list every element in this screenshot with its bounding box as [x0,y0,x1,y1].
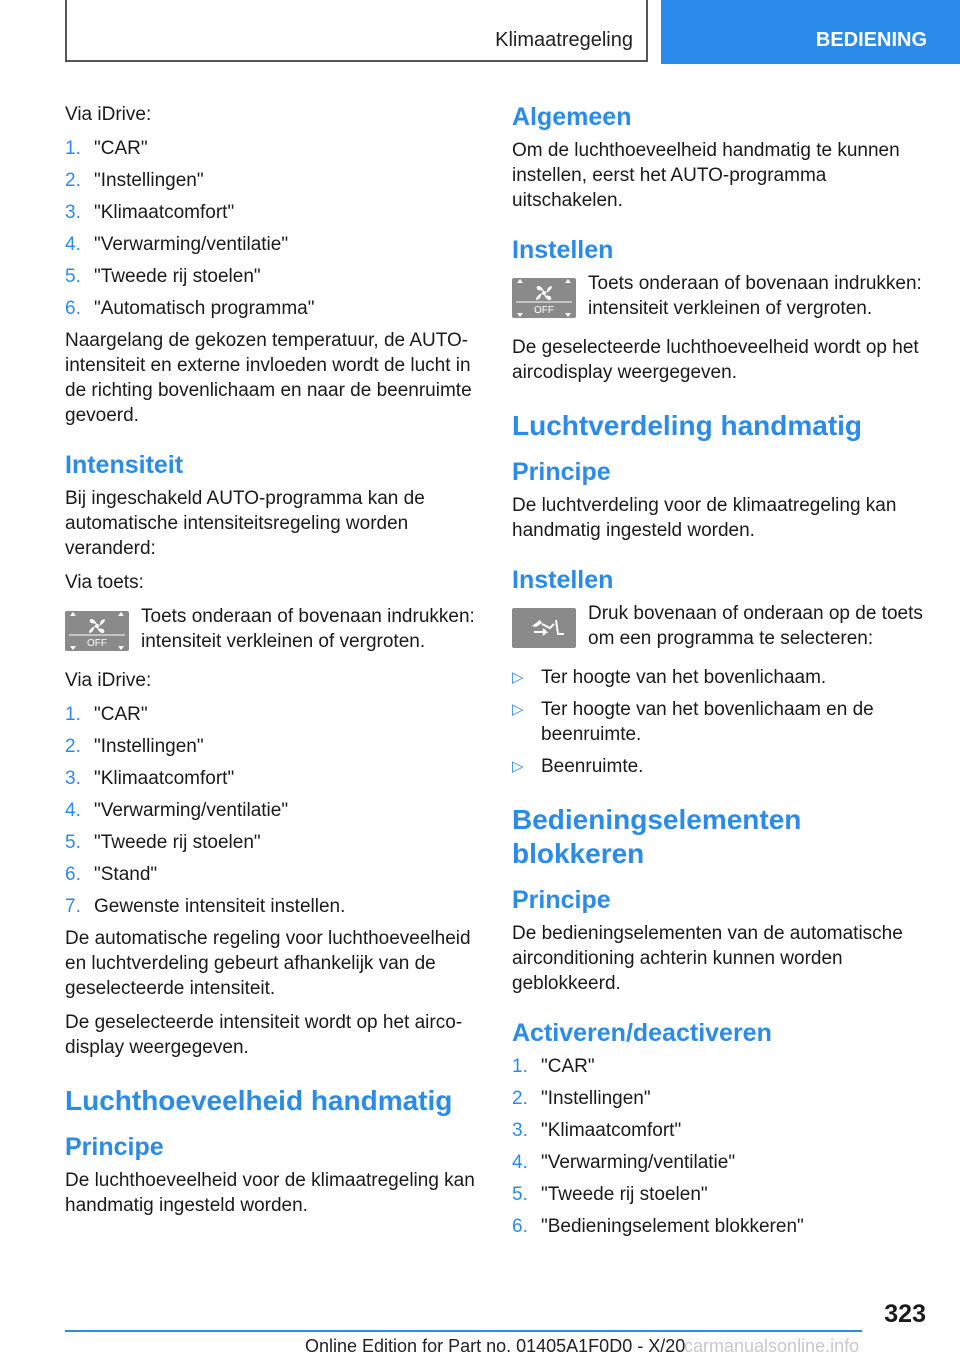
list-item: 1. "CAR" [512,1056,595,1077]
svg-text:OFF: OFF [87,638,107,649]
list-item: 3. "Klimaatcomfort" [65,768,235,789]
fan-button-row [65,604,477,654]
paragraph: De bedieningselementen van de automatische airconditioning achterin kunnen worden geblokkeerd. [512,923,903,994]
list-item: 3. "Klimaatcomfort" [512,1120,682,1141]
footer-divider [65,1330,862,1332]
paragraph: Naargelang de gekozen temperatuur, de AUTO-intensiteit en externe invloeden wordt de lucht in de richting bovenlichaam en naar de beenruimte gevoerd. [65,330,472,426]
right-column [512,102,926,1246]
intro-text: Via iDrive: [65,104,152,125]
principe-heading: Principe [512,886,611,914]
activeren-heading: Activeren/deactiveren [512,1019,772,1047]
intensiteit-heading: Intensiteit [65,451,184,479]
list-item: 6. "Bedieningselement blokkeren" [512,1216,804,1237]
list-item: 7. Gewenste intensiteit instellen. [65,896,346,917]
via-idrive-text: Via iDrive: [65,670,152,691]
paragraph: Om de luchthoeveelheid handmatig te kunnen instellen, eerst het AUTO-programma uitschakelen. [512,140,900,211]
instellen-heading: Instellen [512,566,614,594]
list-item: 4. "Verwarming/ventilatie" [512,1152,736,1173]
algemeen-heading: Algemeen [512,103,632,131]
list-item: 5. "Tweede rij stoelen" [65,832,261,853]
header-section-title: Klimaatregeling [495,29,633,51]
air-distribution-button-icon [512,608,576,648]
page-number: 323 [884,1300,926,1328]
list-item: 1. "CAR" [65,704,148,725]
list-item: 4. "Verwarming/ventilatie" [65,234,289,255]
svg-text:OFF: OFF [534,305,554,316]
paragraph: De automatische regeling voor luchthoeveelheid en luchtverdeling gebeurt afhankelijk van de geselecteerde intensiteit. [65,928,471,999]
fan-off-button-icon [512,278,576,318]
airflow-button-row [512,601,926,651]
list-item: 2. "Instellingen" [65,736,204,757]
principe-heading: Principe [512,458,611,486]
fan-button-row [512,271,926,321]
idrive-steps-list-1 [65,136,477,321]
blokkeren-heading: Bedieningselementen blokkeren [512,804,802,869]
airflow-options-list [512,665,926,779]
list-item: ▷ Ter hoogte van het bovenlichaam en de beenruimte. [512,699,874,745]
list-item: 2. "Instellingen" [512,1088,651,1109]
watermark: carmanualsonline.info [684,1336,860,1356]
principe-heading: Principe [65,1133,164,1161]
fan-button-description: Toets onderaan of bovenaan indrukken: intensiteit verkleinen of vergroten. [588,273,922,319]
left-column [65,102,477,1227]
idrive-steps-list-3 [512,1054,926,1239]
list-item: ▷ Beenruimte. [512,756,644,777]
list-item: 6. "Automatisch programma" [65,298,315,319]
fan-button-description: Toets onderaan of bovenaan indrukken: intensiteit verkleinen of vergroten. [141,606,475,652]
list-item: ▷ Ter hoogte van het bovenlichaam. [512,667,827,688]
airflow-button-description: Druk bovenaan of onderaan op de toets om een programma te selecteren: [588,603,923,649]
paragraph: De geselecteerde intensiteit wordt op het aircodisplay weergegeven. [65,1012,463,1058]
paragraph: De geselecteerde luchthoeveelheid wordt op het aircodisplay weergegeven. [512,337,919,383]
luchthoeveelheid-heading: Luchthoeveelheid handmatig [65,1085,453,1116]
via-toets-text: Via toets: [65,572,144,593]
fan-off-button-icon [65,611,129,651]
paragraph: Bij ingeschakeld AUTO-programma kan de automatische intensiteitsregeling worden veranderd: [65,488,425,559]
footer-edition-text: Online Edition for Part no. 01405A1F0D0 - X/20 [305,1336,686,1356]
list-item: 3. "Klimaatcomfort" [65,202,235,223]
list-item: 5. "Tweede rij stoelen" [65,266,261,287]
list-item: 5. "Tweede rij stoelen" [512,1184,708,1205]
idrive-steps-list-2 [65,702,477,919]
paragraph: De luchtverdeling voor de klimaatregeling kan handmatig ingesteld worden. [512,495,897,541]
list-item: 4. "Verwarming/ventilatie" [65,800,289,821]
list-item: 1. "CAR" [65,138,148,159]
instellen-heading: Instellen [512,236,614,264]
luchtverdeling-heading: Luchtverdeling handmatig [512,410,863,441]
list-item: 2. "Instellingen" [65,170,204,191]
paragraph: De luchthoeveelheid voor de klimaatregeling kan handmatig ingesteld worden. [65,1170,475,1216]
list-item: 6. "Stand" [65,864,158,885]
header-chapter-tab: BEDIENING [661,0,960,64]
